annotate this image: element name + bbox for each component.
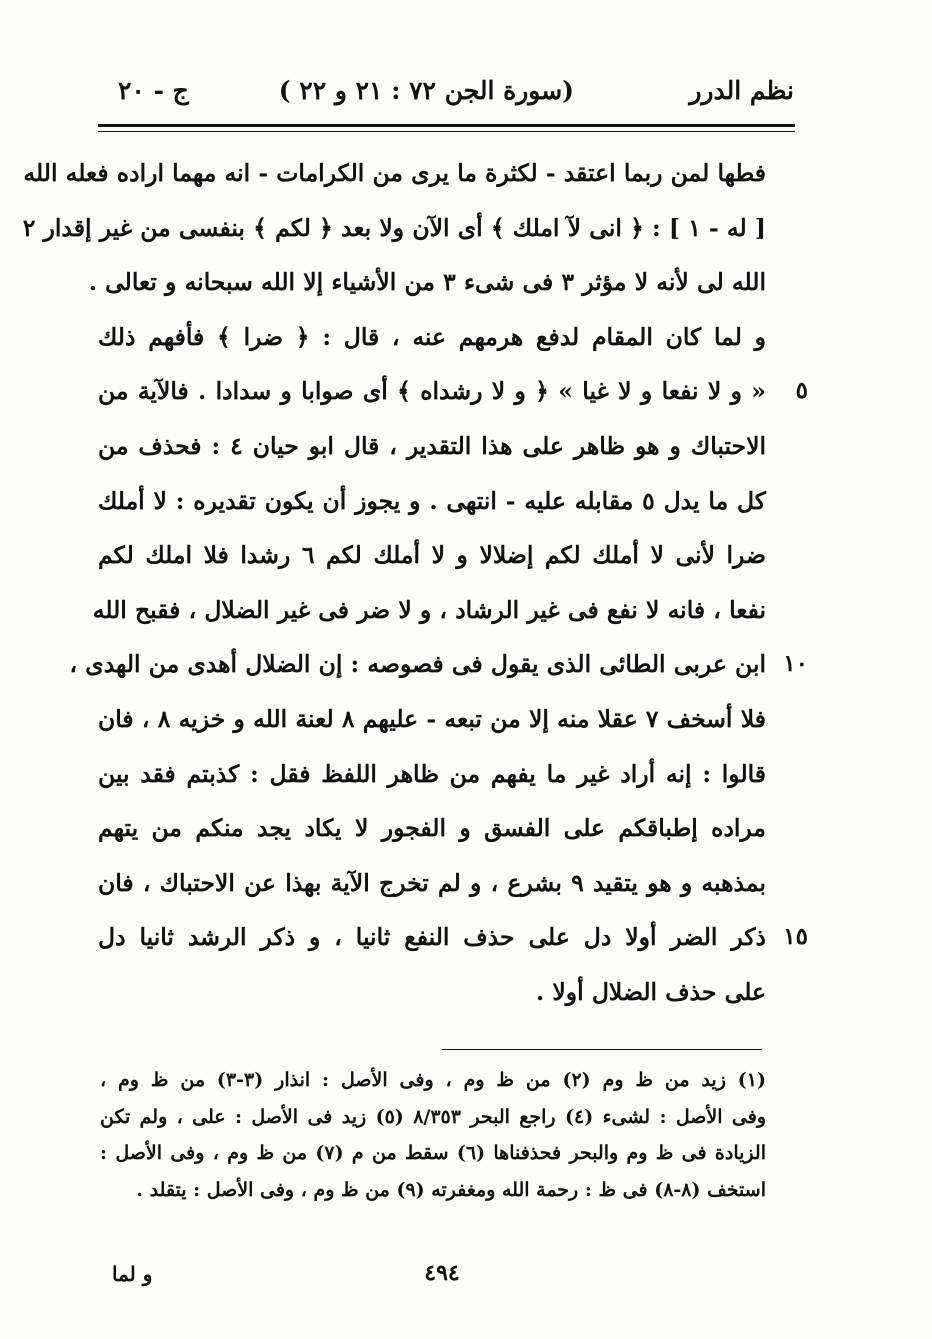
footnote-separator [442,1049,762,1050]
text-line [98,856,766,911]
text-line [23,146,766,201]
running-header [98,72,794,112]
footnote-line: الزيادة فى ظ وم والبحر فحذفناها (٦) سقط من م (٧) من ظ وم ، وفى الأصل : [100,1142,766,1164]
header-rule-thick [98,124,795,127]
line-text: قالوا : إنه أراد غير ما يفهم من ظاهر اللفظ فقل : كذبتم فقد بين [98,759,766,788]
book-title: نظم الدرر [689,76,794,105]
line-number: ٥ [795,377,808,405]
line-number: ١٥ [783,923,808,951]
text-line [98,692,766,747]
text-line [98,310,766,365]
text-line [88,255,766,310]
line-text: فلا أسخف ٧ عقلا منه إلا من تبعه - عليهم ٨ لعنة الله و خزيه ٨ ، فان [98,704,766,733]
text-line [98,910,808,965]
catchword: و لما [112,1262,153,1286]
line-text: ضرا لأنى لا أملك لكم إضلالا و لا أملك لكم ٦ رشدا فلا املك لكم [98,541,766,570]
header-rule-thin [98,131,795,132]
text-line [98,474,766,529]
line-text: نفعا ، فانه لا نفع فى غير الرشاد ، و لا ضر فى غير الضلال ، فقبح الله [92,595,766,624]
text-line [98,364,808,419]
line-text: [ له - ١ ] : ﴿ انى لآ املك ﴾ أى الآن ولا بعد ﴿ لكم ﴾ بنفسى من غير إقدار ٢ [22,213,766,242]
line-text: و لما كان المقام لدفع هرمهم عنه ، قال : ﴿ ضرا ﴾ فأفهم ذلك [98,322,766,351]
text-line [22,201,766,256]
text-line [98,528,766,583]
line-text: ذكر الضر أولا دل على حذف النفع ثانيا ، و ذكر الرشد ثانيا دل [98,923,766,952]
line-text: فطها لمن ربما اعتقد - لكثرة ما يرى من الكرامات - انه مهما اراده فعله الله [23,159,766,187]
main-text [22,146,808,1020]
volume-marker: ج - ٢٠ [118,76,189,105]
footnote-line: (١) زيد من ظ وم (٢) من ظ وم ، وفى الأصل : انذار (٣-٣) من ظ وم ، [100,1069,767,1091]
text-line [92,583,766,638]
footnote-line: وفى الأصل : لشىء (٤) راجع البحر ٨/٣٥٣ (٥) زيد فى الأصل : على ، ولم تكن [100,1105,767,1128]
line-number: ١٠ [783,650,808,678]
line-text: الاحتباك و هو ظاهر على هذا التقدير ، قال ابو حيان ٤ : فحذف من [98,431,766,460]
line-text: على حذف الضلال أولا . [536,977,766,1006]
line-text: « و لا نفعا و لا غيا » ﴿ و لا رشداه ﴾ أى صوابا و سدادا . فالآية من [98,377,766,406]
text-line [98,747,766,802]
page-number: ٤٩٤ [424,1260,460,1286]
line-text: مراده إطباقكم على الفسق و الفجور لا يكاد يجد منكم من يتهم [98,814,766,843]
line-text: كل ما يدل ٥ مقابله عليه - انتهى . و يجوز أن يكون تقديره : لا أملك [98,486,766,515]
line-text: الله لى لأنه لا مؤثر ٣ فى شىء ٣ من الأشياء إلا الله سبحانه و تعالى . [88,268,766,297]
text-line [98,965,766,1020]
text-line [98,801,766,856]
footnotes [100,1062,766,1208]
footnote-line: استخف (٨-٨) فى ظ : رحمة الله ومغفرته (٩) من ظ وم ، وفى الأصل : يتقلد . [136,1178,766,1201]
text-line [98,419,766,474]
text-line [69,637,808,692]
surah-reference: (سورة الجن ٧٢ : ٢١ و ٢٢ ) [278,76,574,105]
line-text: ابن عربى الطائى الذى يقول فى فصوصه : إن الضلال أهدى من الهدى ، [69,650,766,679]
line-text: بمذهبه و هو يتقيد ٩ بشرع ، و لم تخرج الآية بهذا عن الاحتباك ، فان [98,868,766,897]
